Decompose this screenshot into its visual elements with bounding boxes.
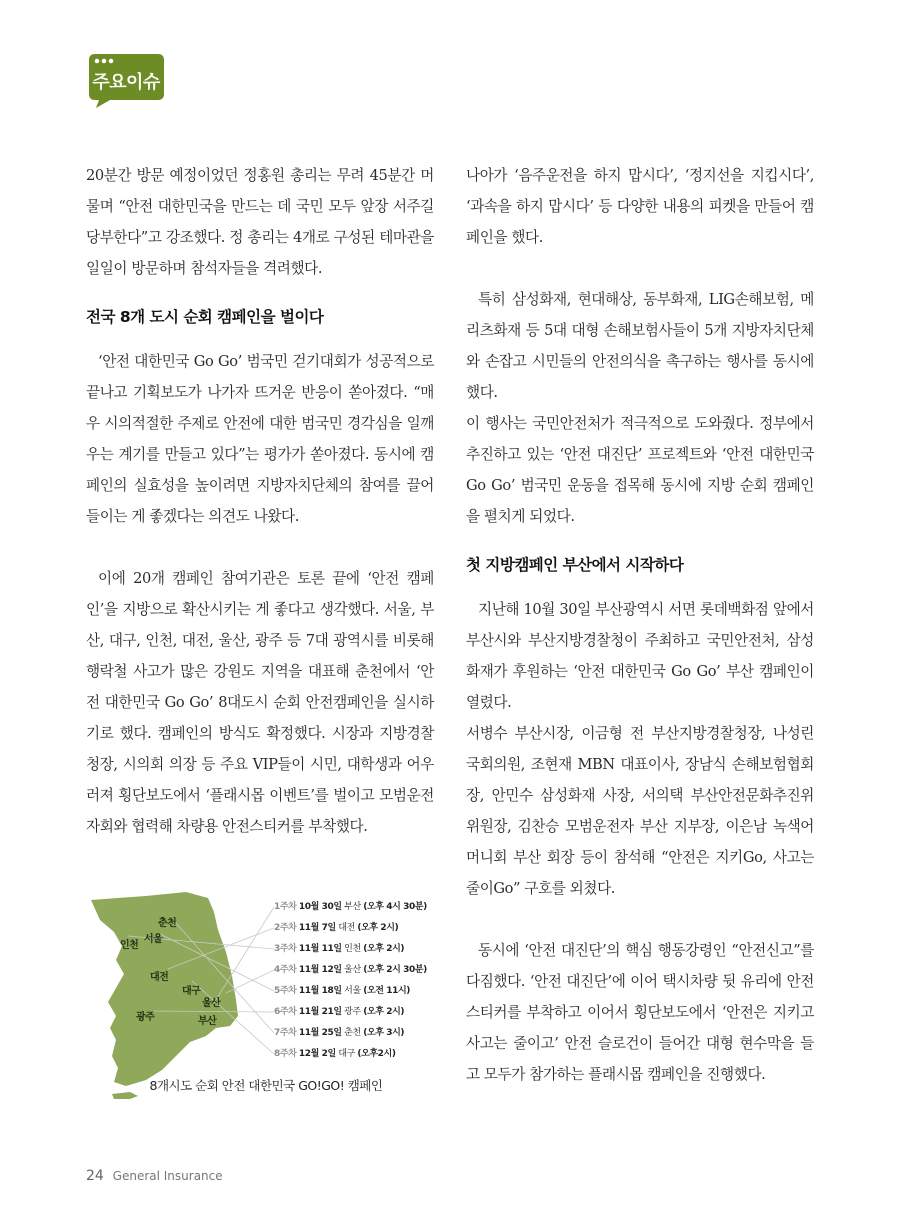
city-label-incheon: 인천	[120, 940, 139, 951]
paragraph: 나아가 ‘음주운전을 하지 맙시다’, ‘정지선을 지킵시다’, ‘과속을 하지 맙시다’ 등 다양한 내용의 피켓을 만들어 캠페인을 했다.	[466, 167, 814, 246]
schedule-date: 11월 11일	[298, 944, 342, 954]
section-badge	[86, 50, 166, 110]
schedule-row	[274, 918, 449, 939]
paragraph-gap	[466, 253, 814, 284]
schedule-week: 1주차	[274, 902, 297, 912]
city-label-seoul: 서울	[144, 934, 163, 945]
paragraph: ‘안전 대한민국 Go Go’ 범국민 걷기대회가 성공적으로 끝나고 기획보도가 나가자 뜨거운 반응이 쏟아졌다. “매우 시의적절한 주제로 안전에 대한 범국민 경각심을 일깨우는 계기를 만들고 있다”는 평가가 쏟아졌다. 동시에 캠페인의 실효성을 높이려면 지방자치단체의 참여를 끌어들이는 게 좋겠다는 의견도 나왔다.	[86, 353, 434, 525]
schedule-city: 대전	[338, 923, 355, 933]
schedule-week: 2주차	[274, 923, 297, 933]
schedule-time: (오후2시)	[357, 1049, 396, 1059]
schedule-row	[274, 897, 449, 918]
paragraph: 이에 20개 캠페인 참여기관은 토론 끝에 ‘안전 캠페인’을 지방으로 확산시키는 게 좋다고 생각했다. 서울, 부산, 대구, 인천, 대전, 울산, 광주 등 7대 광역시를 비롯해 행락철 사고가 많은 강원도 지역을 대표해 춘천에서 ‘안전 대한민국 Go Go’ 8대도시 순회 안전캠페인을 실시하기로 했다. 캠페인의 방식도 확정했다. 시장과 지방경찰청장, 시의회 의장 등 주요 VIP들이 시민, 대학생과 어우러져 횡단보도에서 ‘플래시몹 이벤트’를 벌이고 모범운전자회와 협력해 차량용 안전스티커를 부착했다.	[86, 570, 434, 835]
page-number: 24	[86, 1168, 104, 1184]
schedule-week: 3주차	[274, 944, 297, 954]
schedule-date: 11월 18일	[298, 986, 342, 996]
campaign-schedule-list	[274, 897, 449, 1065]
schedule-week: 7주차	[274, 1028, 297, 1038]
city-label-busan: 부산	[198, 1016, 217, 1027]
paragraph-gap	[86, 532, 434, 563]
section-heading: 전국 8개 도시 순회 캠페인을 벌이다	[86, 308, 324, 326]
schedule-date: 11월 7일	[298, 923, 336, 933]
schedule-time: (오후 3시)	[363, 1028, 405, 1038]
schedule-time: (오전 11시)	[363, 986, 411, 996]
schedule-city: 울산	[344, 965, 361, 975]
campaign-map-figure	[86, 890, 446, 1100]
schedule-city: 인천	[344, 944, 361, 954]
schedule-row	[274, 939, 449, 960]
schedule-city: 부산	[344, 902, 361, 912]
schedule-week: 8주차	[274, 1049, 297, 1059]
schedule-city: 서울	[344, 986, 361, 996]
schedule-week: 4주차	[274, 965, 297, 975]
paragraph: 동시에 ‘안전 대진단’의 핵심 행동강령인 “안전신고”를 다짐했다. ‘안전 대진단’에 이어 택시차량 뒷 유리에 안전스티커를 부착하고 이어서 횡단보도에서 ‘안전은 지키고 사고는 줄이고’ 안전 슬로건이 들어간 대형 현수막을 들고 모두가 참가하는 플래시몹 캠페인을 진행했다.	[466, 942, 814, 1083]
schedule-row	[274, 960, 449, 981]
schedule-date: 11월 25일	[298, 1028, 342, 1038]
schedule-row	[274, 1023, 449, 1044]
schedule-row	[274, 1044, 449, 1065]
schedule-date: 11월 21일	[298, 1007, 342, 1017]
schedule-week: 5주차	[274, 986, 297, 996]
paragraph: 서병수 부산시장, 이금형 전 부산지방경찰청장, 나성린 국회의원, 조현재 MBN 대표이사, 장남식 손해보험협회장, 안민수 삼성화재 사장, 서의택 부산안전문화추진위 위원장, 김찬승 모범운전자 부산 지부장, 이은남 녹색어머니회 부산 회장 등이 참석해 “안전은 지키Go, 사고는 줄이Go” 구호를 외쳤다.	[466, 725, 814, 897]
schedule-date: 10월 30일	[298, 902, 342, 912]
paragraph-gap	[466, 904, 814, 935]
city-label-daejeon: 대전	[150, 972, 169, 983]
city-label-chuncheon: 춘천	[158, 918, 177, 929]
schedule-time: (오후 4시 30분)	[363, 902, 427, 912]
schedule-week: 6주차	[274, 1007, 297, 1017]
schedule-city: 춘천	[344, 1028, 361, 1038]
city-label-gwangju: 광주	[136, 1012, 155, 1023]
paragraph: 20분간 방문 예정이었던 정홍원 총리는 무려 45분간 머물며 “안전 대한민국을 만드는 데 국민 모두 앞장 서주길 당부한다”고 강조했다. 정 총리는 4개로 구성된 테마관을 일일이 방문하며 참석자들을 격려했다.	[86, 167, 434, 277]
paragraph: 특히 삼성화재, 현대해상, 동부화재, LIG손해보험, 메리츠화재 등 5대 대형 손해보험사들이 5개 지방자치단체와 손잡고 시민들의 안전의식을 촉구하는 행사를 동시에 했다.	[466, 291, 814, 401]
schedule-date: 12월 2일	[298, 1049, 336, 1059]
city-label-daegu: 대구	[182, 986, 201, 997]
schedule-date: 11월 12일	[298, 965, 342, 975]
schedule-city: 대구	[338, 1049, 355, 1059]
map-caption: 8개시도 순회 안전 대한민국 GO!GO! 캠페인	[149, 1078, 383, 1093]
section-badge-label: 주요이슈	[92, 72, 160, 93]
page-footer	[86, 1168, 223, 1184]
left-column	[86, 160, 434, 842]
schedule-time: (오후 2시 30분)	[363, 965, 427, 975]
schedule-time: (오후 2시)	[363, 944, 405, 954]
schedule-row	[274, 1002, 449, 1023]
schedule-time: (오후 2시)	[363, 1007, 405, 1017]
schedule-row	[274, 981, 449, 1002]
right-column	[466, 160, 814, 1090]
publication-name: General Insurance	[112, 1169, 223, 1183]
paragraph: 이 행사는 국민안전처가 적극적으로 도와줬다. 정부에서 추진하고 있는 ‘안전 대진단’ 프로젝트와 ‘안전 대한민국 Go Go’ 범국민 운동을 접목해 동시에 지방 순회 캠페인을 펼치게 되었다.	[466, 415, 814, 525]
schedule-time: (오후 2시)	[357, 923, 399, 933]
section-heading: 첫 지방캠페인 부산에서 시작하다	[466, 556, 684, 574]
city-label-ulsan: 울산	[202, 998, 221, 1009]
schedule-city: 광주	[344, 1007, 361, 1017]
paragraph: 지난해 10월 30일 부산광역시 서면 롯데백화점 앞에서 부산시와 부산지방경찰청이 주최하고 국민안전처, 삼성화재가 후원하는 ‘안전 대한민국 Go Go’ 부산 캠페인이 열렸다.	[466, 601, 814, 711]
